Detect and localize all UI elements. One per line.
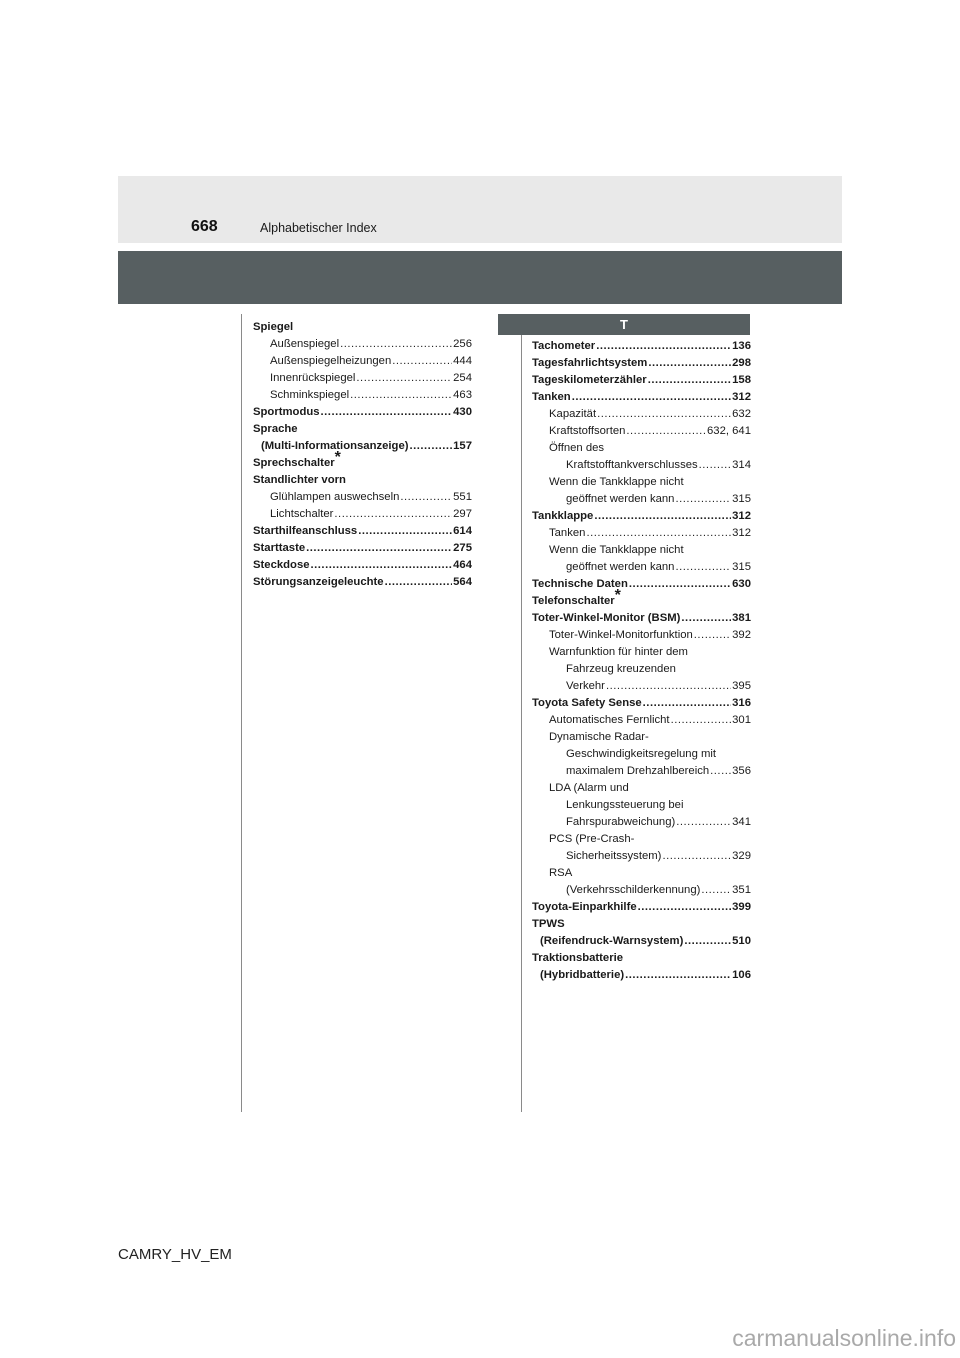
index-entry: [532, 780, 751, 797]
index-entry: [253, 404, 472, 421]
entry-term: (Multi-Informationsanzeige): [261, 440, 409, 452]
index-entry: [532, 457, 751, 474]
dot-leader: [340, 336, 452, 353]
entry-page[interactable]: 315: [732, 493, 751, 505]
entry-page[interactable]: 381: [732, 612, 751, 624]
dot-leader: [648, 355, 731, 372]
index-entry: [532, 678, 751, 695]
index-entry: [532, 474, 751, 491]
entry-term: Tanken: [532, 391, 571, 403]
dot-leader: [684, 933, 731, 950]
entry-term: Geschwindigkeitsregelung mit: [566, 748, 717, 760]
dot-leader: [586, 525, 731, 542]
index-entry: [532, 763, 751, 780]
entry-term: Kapazität: [549, 408, 597, 420]
entry-term: TPWS: [532, 918, 565, 930]
entry-page[interactable]: 341: [732, 816, 751, 828]
index-entry: [532, 729, 751, 746]
entry-page[interactable]: 551: [453, 491, 472, 503]
index-entry: [532, 423, 751, 440]
entry-page[interactable]: 632, 641: [707, 425, 751, 437]
entry-term: Öffnen des: [549, 442, 605, 454]
entry-term: Glühlampen auswechseln: [270, 491, 400, 503]
entry-term: Wenn die Tankklappe nicht: [549, 476, 684, 488]
entry-page[interactable]: 301: [732, 714, 751, 726]
entry-page[interactable]: 312: [732, 391, 751, 403]
entry-page[interactable]: 463: [453, 389, 472, 401]
dot-leader: [675, 559, 731, 576]
entry-term: Traktionsbatterie: [532, 952, 624, 964]
dot-leader: [350, 387, 452, 404]
entry-term: Automatisches Fernlicht: [549, 714, 670, 726]
entry-page[interactable]: 632: [732, 408, 751, 420]
entry-page[interactable]: 312: [732, 510, 751, 522]
index-entry: [532, 406, 751, 423]
entry-page[interactable]: 399: [732, 901, 751, 913]
entry-term: PCS (Pre-Crash-: [549, 833, 635, 845]
dot-leader: [625, 967, 731, 984]
index-entry: [532, 389, 751, 406]
header-band: [118, 176, 842, 243]
index-entry: [253, 574, 472, 591]
index-entry: [532, 661, 751, 678]
entry-term: Sicherheitssystem): [566, 850, 662, 862]
entry-page[interactable]: 444: [453, 355, 472, 367]
index-entry: [253, 449, 472, 472]
dot-leader: [606, 678, 731, 695]
entry-term: LDA (Alarm und: [549, 782, 629, 794]
index-entry: [253, 540, 472, 557]
dot-leader: [675, 491, 731, 508]
dot-leader: [392, 353, 452, 370]
index-entry: [253, 557, 472, 574]
index-entry: [532, 695, 751, 712]
dot-leader: [681, 610, 731, 627]
model-code: CAMRY_HV_EM: [118, 1246, 232, 1263]
entry-term: (Hybridbatterie): [540, 969, 625, 981]
entry-page[interactable]: 510: [732, 935, 751, 947]
dot-leader: [356, 370, 452, 387]
left-column-rule: [241, 314, 242, 1112]
index-entry: [532, 950, 751, 967]
entry-term: geöffnet werden kann: [566, 493, 675, 505]
entry-term: Tagesfahrlichtsystem: [532, 357, 648, 369]
entry-term: Toyota Safety Sense: [532, 697, 642, 709]
watermark-logo[interactable]: carmanualsonline.info: [732, 1325, 956, 1351]
dot-leader: [701, 882, 731, 899]
index-entry: [532, 848, 751, 865]
entry-term: Verkehr: [566, 680, 605, 692]
dot-leader: [597, 406, 731, 423]
entry-term: Telefonschalter: [532, 595, 615, 607]
entry-page[interactable]: 106: [732, 969, 751, 981]
index-entry: [532, 542, 751, 559]
entry-term: Starttaste: [253, 542, 306, 554]
index-entry: [532, 797, 751, 814]
dot-leader: [409, 438, 452, 455]
index-entry: [253, 421, 472, 438]
index-entry: [532, 712, 751, 729]
entry-term: Warnfunktion für hinter dem: [549, 646, 688, 658]
entry-page[interactable]: 351: [732, 884, 751, 896]
index-entry: [532, 610, 751, 627]
entry-page[interactable]: 356: [732, 765, 751, 777]
section-title: Alphabetischer Index: [260, 221, 377, 235]
index-entry: [532, 355, 751, 372]
entry-page[interactable]: 157: [453, 440, 472, 452]
index-entry: [253, 523, 472, 540]
index-entry: [532, 644, 751, 661]
entry-page[interactable]: 630: [732, 578, 751, 590]
entry-page[interactable]: 430: [453, 406, 472, 418]
entry-page[interactable]: 254: [453, 372, 472, 384]
index-entry: [253, 319, 472, 336]
index-entry: [532, 627, 751, 644]
entry-term: Standlichter vorn: [253, 474, 346, 486]
entry-term: maximalem Drehzahlbereich: [566, 765, 710, 777]
index-column-left: [253, 319, 472, 591]
dot-leader: [694, 627, 731, 644]
entry-term: Innenrückspiegel: [270, 372, 356, 384]
dot-leader: [629, 576, 731, 593]
dot-leader: [311, 557, 453, 574]
entry-term: Toyota-Einparkhilfe: [532, 901, 637, 913]
entry-term: Störungsanzeigeleuchte: [253, 576, 384, 588]
entry-term: Starthilfeanschluss: [253, 525, 358, 537]
index-entry: [253, 387, 472, 404]
index-entry: [532, 831, 751, 848]
entry-page[interactable]: 136: [732, 340, 751, 352]
page-number: 668: [191, 218, 218, 235]
entry-term: Sprache: [253, 423, 298, 435]
entry-term: Außenspiegel: [270, 338, 340, 350]
dot-leader: [643, 695, 731, 712]
dot-leader: [626, 423, 706, 440]
dot-leader: [671, 712, 732, 729]
entry-term: Lenkungssteuerung bei: [566, 799, 684, 811]
entry-page[interactable]: 464: [453, 559, 472, 571]
index-entry: [532, 746, 751, 763]
index-entry: [532, 814, 751, 831]
entry-page[interactable]: 564: [453, 576, 472, 588]
asterisk-icon: *: [334, 449, 341, 466]
index-entry: [532, 899, 751, 916]
entry-term: Spiegel: [253, 321, 294, 333]
dot-leader: [334, 506, 452, 523]
entry-term: Lichtschalter: [270, 508, 334, 520]
index-entry: [532, 587, 751, 610]
entry-term: Fahrspurabweichung): [566, 816, 676, 828]
dot-leader: [638, 899, 732, 916]
entry-term: Schminkspiegel: [270, 389, 350, 401]
index-entry: [253, 370, 472, 387]
entry-page[interactable]: 314: [732, 459, 751, 471]
asterisk-icon: *: [614, 587, 621, 604]
entry-term: Wenn die Tankklappe nicht: [549, 544, 684, 556]
dot-leader: [710, 763, 731, 780]
entry-term: RSA: [549, 867, 573, 879]
entry-term: Sportmodus: [253, 406, 320, 418]
dot-leader: [385, 574, 453, 591]
entry-page[interactable]: 256: [453, 338, 472, 350]
index-entry: [532, 967, 751, 984]
dot-leader: [648, 372, 731, 389]
dot-leader: [321, 404, 453, 421]
entry-page[interactable]: 297: [453, 508, 472, 520]
entry-page[interactable]: 392: [732, 629, 751, 641]
entry-term: Technische Daten: [532, 578, 628, 590]
index-entry: [532, 916, 751, 933]
index-entry: [253, 472, 472, 489]
dot-leader: [699, 457, 731, 474]
dot-leader: [662, 848, 731, 865]
index-entry: [532, 440, 751, 457]
entry-term: (Reifendruck-Warnsystem): [540, 935, 684, 947]
entry-page[interactable]: 329: [732, 850, 751, 862]
index-entry: [253, 353, 472, 370]
entry-page[interactable]: 275: [453, 542, 472, 554]
entry-page[interactable]: 298: [732, 357, 751, 369]
entry-term: Kraftstoffsorten: [549, 425, 626, 437]
entry-term: Fahrzeug kreuzenden: [566, 663, 676, 675]
dot-leader: [594, 508, 731, 525]
dot-leader: [676, 814, 731, 831]
entry-term: Außenspiegelheizungen: [270, 355, 392, 367]
index-entry: [532, 491, 751, 508]
index-entry: [253, 336, 472, 353]
index-entry: [532, 525, 751, 542]
entry-term: Tageskilometerzähler: [532, 374, 647, 386]
index-entry: [532, 865, 751, 882]
entry-page[interactable]: 315: [732, 561, 751, 573]
dot-leader: [400, 489, 452, 506]
index-entry: [532, 933, 751, 950]
dot-leader: [572, 389, 731, 406]
entry-term: Tankklappe: [532, 510, 594, 522]
entry-page[interactable]: 395: [732, 680, 751, 692]
entry-term: Toter-Winkel-Monitor (BSM): [532, 612, 681, 624]
index-entry: [532, 576, 751, 593]
index-entry: [532, 882, 751, 899]
entry-page[interactable]: 312: [732, 527, 751, 539]
entry-term: Kraftstofftankverschlusses: [566, 459, 698, 471]
entry-term: Sprechschalter: [253, 457, 335, 469]
index-entry: [532, 338, 751, 355]
index-entry: [532, 559, 751, 576]
index-entry: [253, 489, 472, 506]
entry-term: Tachometer: [532, 340, 596, 352]
entry-term: Steckdose: [253, 559, 310, 571]
dot-leader: [596, 338, 731, 355]
index-entry: [253, 438, 472, 455]
dot-leader: [306, 540, 452, 557]
letter-heading-t: T: [498, 314, 750, 335]
entry-page[interactable]: 316: [732, 697, 751, 709]
index-entry: [532, 508, 751, 525]
index-entry: [532, 372, 751, 389]
header-dark-band: [118, 251, 842, 304]
entry-term: Tanken: [549, 527, 586, 539]
entry-page[interactable]: 158: [732, 374, 751, 386]
entry-term: Toter-Winkel-Monitorfunktion: [549, 629, 693, 641]
index-column-right: [532, 338, 751, 984]
entry-term: geöffnet werden kann: [566, 561, 675, 573]
index-entry: [253, 506, 472, 523]
entry-term: (Verkehrsschilderkennung): [566, 884, 701, 896]
entry-page[interactable]: 614: [453, 525, 472, 537]
middle-column-rule: [521, 314, 522, 1112]
entry-term: Dynamische Radar-: [549, 731, 649, 743]
dot-leader: [358, 523, 452, 540]
